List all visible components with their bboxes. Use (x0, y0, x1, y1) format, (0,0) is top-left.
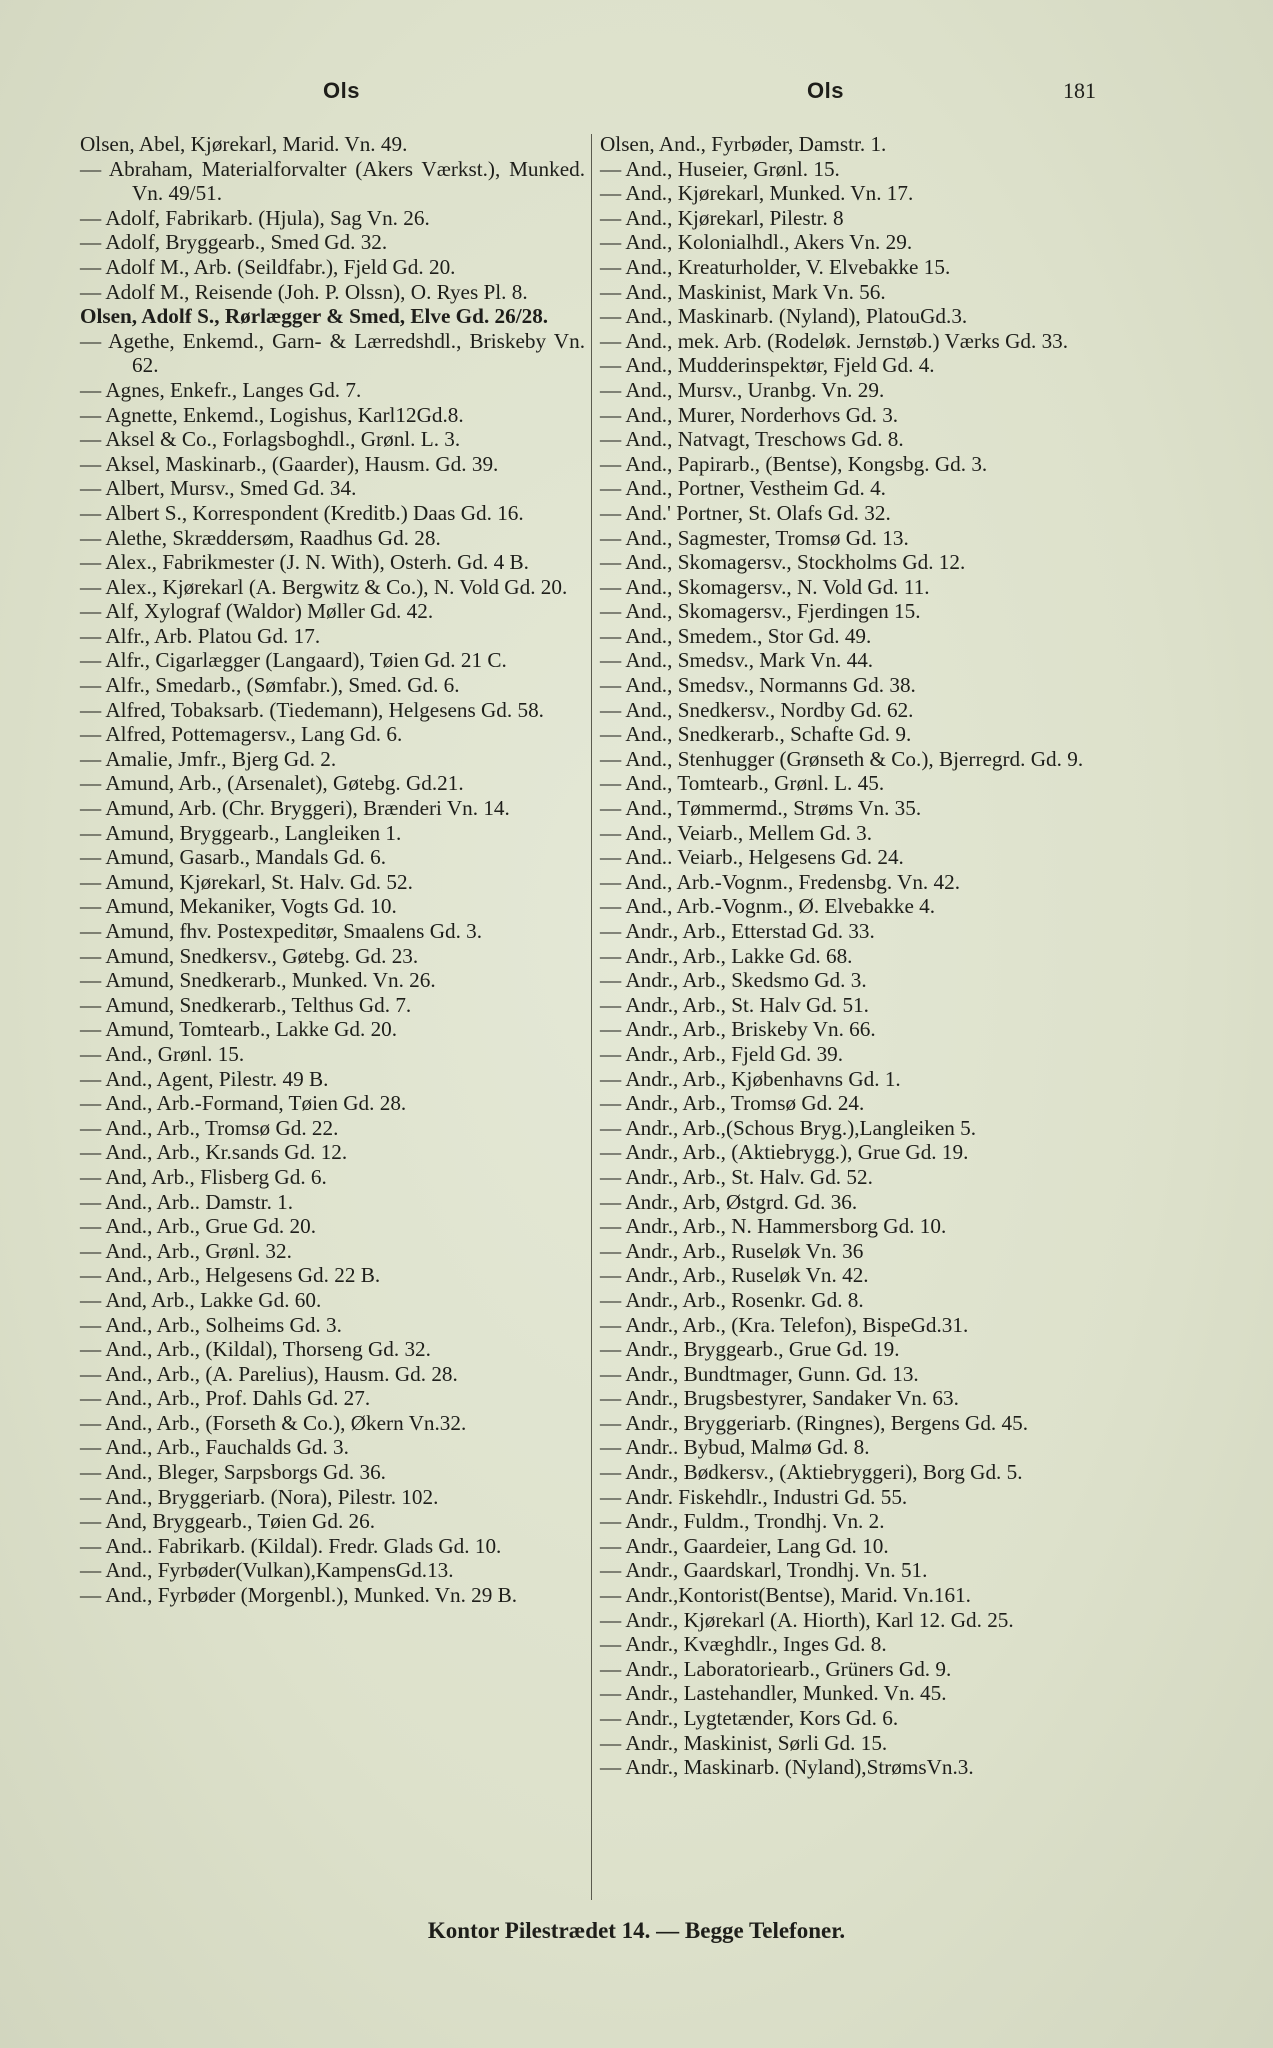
directory-entry: — And., Arb., Solheims Gd. 3. (80, 1312, 342, 1337)
directory-entry: — Andr., Lastehandler, Munked. Vn. 45. (600, 1681, 947, 1706)
directory-entry: — And., Tomtearb., Grønl. L. 45. (600, 771, 885, 796)
directory-entry: — Andr., Arb., St. Halv Gd. 51. (600, 992, 869, 1017)
running-head-left: Ols (323, 78, 360, 103)
directory-entry: — Alfred, Pottemagersv., Lang Gd. 6. (80, 722, 403, 747)
directory-entry: — Amalie, Jmfr., Bjerg Gd. 2. (80, 746, 337, 771)
directory-entry: — Andr., Arb., Tromsø Gd. 24. (600, 1091, 865, 1116)
directory-entry: — And., Papirarb., (Bentse), Kongsbg. Gd. 3. (600, 451, 988, 476)
directory-entry: — Andr., Arb., Fjeld Gd. 39. (600, 1041, 844, 1066)
directory-entry: — Adolf, Bryggearb., Smed Gd. 32. (80, 230, 388, 255)
directory-entry: — Agethe, Enkemd., Garn- & Lærredshdl., Briskeby Vn. 62. (80, 328, 585, 378)
directory-entry: — Andr., Lygtetænder, Kors Gd. 6. (600, 1706, 899, 1730)
directory-entry: — And., Fyrbøder (Morgenbl.), Munked. Vn. 29 B. (80, 1583, 518, 1608)
directory-entry: — And., Smedsv., Normanns Gd. 38. (600, 673, 916, 698)
directory-entry: — And., Skomagersv., N. Vold Gd. 11. (600, 574, 930, 599)
directory-entry: — And., Agent, Pilestr. 49 B. (80, 1066, 329, 1091)
directory-entry: — And., Murer, Norderhovs Gd. 3. (600, 402, 899, 427)
directory-entry: — Andr., Maskinist, Sørli Gd. 15. (600, 1730, 888, 1755)
directory-entry: — And., Kreaturholder, V. Elvebakke 15. (600, 254, 951, 279)
directory-entry: — And.. Fabrikarb. (Kildal). Fredr. Glads Gd. 10. (80, 1533, 502, 1558)
directory-entry: — Amund, Gasarb., Mandals Gd. 6. (80, 845, 387, 870)
directory-entry: — And., Arb., Grønl. 32. (80, 1238, 292, 1263)
directory-entry: — And., Maskinist, Mark Vn. 56. (600, 279, 886, 304)
left-column (80, 132, 585, 1608)
directory-entry: — And., Kolonialhdl., Akers Vn. 29. (600, 230, 913, 255)
directory-entry: — Andr., Fuldm., Trondhj. Vn. 2. (600, 1509, 885, 1534)
directory-entry: — Andr., Kvæghdlr., Inges Gd. 8. (600, 1632, 887, 1657)
directory-entry: — And.' Portner, St. Olafs Gd. 32. (600, 500, 891, 525)
directory-entry: — And., Arb.. Damstr. 1. (80, 1189, 294, 1214)
directory-entry: — And., Huseier, Grønl. 15. (600, 156, 840, 181)
directory-entry: — Andr., Arb., Lakke Gd. 68. (600, 943, 853, 968)
directory-entry: — And., Arb., (Forseth & Co.), Økern Vn.32. (80, 1410, 467, 1435)
directory-entry: — And., Bryggeriarb. (Nora), Pilestr. 102. (80, 1484, 439, 1509)
directory-entry: — Andr., Arb., Skedsmo Gd. 3. (600, 968, 867, 993)
directory-entry: — Amund, fhv. Postexpeditør, Smaalens Gd. 3. (80, 919, 483, 943)
directory-entry: — Andr., Arb., Rosenkr. Gd. 8. (600, 1287, 864, 1312)
directory-entry: — Andr.. Bybud, Malmø Gd. 8. (600, 1435, 870, 1460)
directory-entry: — Amund, Bryggearb., Langleiken 1. (80, 820, 402, 845)
directory-entry: — And., Arb., Kr.sands Gd. 12. (80, 1140, 348, 1165)
page-number: 181 (1063, 78, 1096, 103)
directory-entry: — Andr., Bryggearb., Grue Gd. 19. (600, 1337, 900, 1362)
directory-entry: — Andr., Arb., N. Hammersborg Gd. 10. (600, 1214, 947, 1239)
directory-entry: — Adolf, Fabrikarb. (Hjula), Sag Vn. 26. (80, 205, 430, 230)
directory-entry: Olsen, Abel, Kjørekarl, Marid. Vn. 49. (80, 132, 408, 156)
directory-entry: — Albert, Mursv., Smed Gd. 34. (80, 476, 357, 501)
directory-entry: — Amund, Snedkerarb., Telthus Gd. 7. (80, 992, 412, 1017)
directory-entry: — Agnes, Enkefr., Langes Gd. 7. (80, 377, 362, 402)
directory-entry: — Andr., Arb., St. Halv. Gd. 52. (600, 1164, 873, 1189)
directory-entry: — Andr., Arb, Østgrd. Gd. 36. (600, 1189, 858, 1214)
directory-entry: — And., Arb., Fauchalds Gd. 3. (80, 1435, 349, 1460)
directory-entry: — And.. Veiarb., Helgesens Gd. 24. (600, 845, 904, 870)
directory-entry: — Andr., Brugsbestyrer, Sandaker Vn. 63. (600, 1386, 959, 1411)
directory-entry: — Andr.,Kontorist(Bentse), Marid. Vn.161. (600, 1583, 971, 1608)
directory-entry: — Amund, Arb., (Arsenalet), Gøtebg. Gd.21. (80, 771, 464, 796)
directory-entry: — Aksel, Maskinarb., (Gaarder), Hausm. Gd. 39. (80, 451, 499, 476)
directory-entry: — Amund, Kjørekarl, St. Halv. Gd. 52. (80, 869, 413, 894)
directory-entry: — And., Kjørekarl, Pilestr. 8 (600, 205, 844, 230)
directory-entry: — Alfred, Tobaksarb. (Tiedemann), Helgesens Gd. 58. (80, 697, 544, 722)
directory-entry: — And., Veiarb., Mellem Gd. 3. (600, 820, 873, 845)
directory-entry: — Adolf M., Arb. (Seildfabr.), Fjeld Gd. 20. (80, 254, 456, 279)
directory-entry: — Andr., Gaardskarl, Trondhj. Vn. 51. (600, 1558, 928, 1583)
directory-entry: — And., Arb., Tromsø Gd. 22. (80, 1115, 339, 1140)
running-head-right: Ols (807, 78, 844, 103)
directory-entry: — Amund, Snedkersv., Gøtebg. Gd. 23. (80, 943, 419, 968)
directory-entry: — Amund, Arb. (Chr. Bryggeri), Brænderi Vn. 14. (80, 796, 510, 821)
directory-entry: — Alfr., Cigarlægger (Langaard), Tøien Gd. 21 C. (80, 648, 507, 673)
directory-entry: — Adolf M., Reisende (Joh. P. Olssn), O. Ryes Pl. 8. (80, 279, 528, 304)
directory-entry: — Alf, Xylograf (Waldor) Møller Gd. 42. (80, 599, 434, 624)
directory-entry: — Andr., Arb., Etterstad Gd. 33. (600, 919, 875, 943)
directory-entry: — Andr., Kjørekarl (A. Hiorth), Karl 12. Gd. 25. (600, 1607, 1014, 1632)
directory-entry: — And., Arb., (A. Parelius), Hausm. Gd. 28. (80, 1361, 458, 1386)
directory-entry: Olsen, And., Fyrbøder, Damstr. 1. (600, 132, 887, 156)
directory-entry: — Andr., Gaardeier, Lang Gd. 10. (600, 1533, 889, 1558)
directory-entry: — Andr., Arb., Ruseløk Vn. 36 (600, 1238, 864, 1263)
directory-entry: — And., Fyrbøder(Vulkan),KampensGd.13. (80, 1558, 454, 1583)
directory-entry: — Albert S., Korrespondent (Kreditb.) Daas Gd. 16. (80, 500, 524, 525)
directory-entry: — And., Portner, Vestheim Gd. 4. (600, 476, 886, 501)
directory-entry: — Andr., Arb., (Kra. Telefon), BispeGd.31. (600, 1312, 969, 1337)
directory-entry: Olsen, Adolf S., Rørlægger & Smed, Elve Gd. 26/28. (80, 304, 549, 329)
footer-notice: Kontor Pilestrædet 14. — Begge Telefoner. (427, 1918, 846, 1943)
directory-entry: — And, Arb., Flisberg Gd. 6. (80, 1164, 327, 1189)
directory-entry: — And., Smedem., Stor Gd. 49. (600, 623, 872, 648)
directory-entry: — Andr., Arb., Ruseløk Vn. 42. (600, 1263, 869, 1288)
directory-entry: — And., Smedsv., Mark Vn. 44. (600, 648, 874, 673)
directory-entry: — Alex., Kjørekarl (A. Bergwitz & Co.), N. Vold Gd. 20. (80, 574, 568, 599)
directory-entry: — Alfr., Arb. Platou Gd. 17. (80, 623, 321, 648)
directory-entry: — Andr. Fiskehdlr., Industri Gd. 55. (600, 1484, 908, 1509)
directory-entry: — And., Snedkersv., Nordby Gd. 62. (600, 697, 914, 722)
directory-entry: — And., Kjørekarl, Munked. Vn. 17. (600, 181, 914, 206)
directory-entry: — And., Arb., (Kildal), Thorseng Gd. 32. (80, 1337, 431, 1362)
directory-entry: — And, Arb., Lakke Gd. 60. (80, 1287, 322, 1312)
directory-entry: — Agnette, Enkemd., Logishus, Karl12Gd.8. (80, 402, 464, 427)
directory-entry: — And., Arb., Prof. Dahls Gd. 27. (80, 1386, 371, 1411)
directory-entry: — And., Snedkerarb., Schafte Gd. 9. (600, 722, 912, 747)
directory-entry: — Abraham, Materialforvalter (Akers Værkst.), Munked. Vn. 49/51. (80, 156, 585, 206)
directory-entry: — And., Arb.-Vognm., Fredensbg. Vn. 42. (600, 869, 960, 894)
directory-entry: — Aksel & Co., Forlagsboghdl., Grønl. L. 3. (80, 427, 461, 452)
directory-entry: — And., Arb., Grue Gd. 20. (80, 1214, 316, 1239)
directory-entry: — And., Bleger, Sarpsborgs Gd. 36. (80, 1460, 386, 1485)
directory-entry: — And., Skomagersv., Fjerdingen 15. (600, 599, 921, 624)
directory-entry: — And., Tømmermd., Strøms Vn. 35. (600, 796, 922, 821)
directory-entry: — Andr., Bødkersv., (Aktiebryggeri), Borg Gd. 5. (600, 1460, 1023, 1485)
directory-entry: — And., Mursv., Uranbg. Vn. 29. (600, 377, 885, 402)
directory-entry: — And., Mudderinspektør, Fjeld Gd. 4. (600, 353, 935, 378)
directory-entry: — Andr., Bryggeriarb. (Ringnes), Bergens Gd. 45. (600, 1410, 1029, 1435)
directory-entry: — Andr., Maskinarb. (Nyland),StrømsVn.3. (600, 1755, 974, 1780)
directory-entry: — And., Grønl. 15. (80, 1041, 245, 1066)
directory-entry: — And., Arb.-Formand, Tøien Gd. 28. (80, 1091, 407, 1116)
directory-entry: — And., Skomagersv., Stockholms Gd. 12. (600, 550, 966, 575)
right-column (600, 132, 1110, 1780)
directory-entry: — Andr., Arb., Briskeby Vn. 66. (600, 1017, 876, 1042)
directory-entry: — And., Arb.-Vognm., Ø. Elvebakke 4. (600, 894, 936, 919)
directory-entry: — Andr., Arb., (Aktiebrygg.), Grue Gd. 19. (600, 1140, 969, 1165)
directory-entry: — Andr., Arb.,(Schous Bryg.),Langleiken 5. (600, 1115, 977, 1140)
directory-entry: — Alethe, Skræddersøm, Raadhus Gd. 28. (80, 525, 441, 550)
directory-entry: — Andr., Bundtmager, Gunn. Gd. 13. (600, 1361, 919, 1386)
directory-entry: — And, Bryggearb., Tøien Gd. 26. (80, 1509, 376, 1534)
directory-entry: — And., Arb., Helgesens Gd. 22 B. (80, 1263, 381, 1288)
directory-entry: — Andr., Laboratoriearb., Grüners Gd. 9. (600, 1656, 952, 1681)
directory-entry: — Alfr., Smedarb., (Sømfabr.), Smed. Gd. 6. (80, 673, 460, 698)
directory-entry: — Amund, Mekaniker, Vogts Gd. 10. (80, 894, 397, 919)
directory-entry: — And., mek. Arb. (Rodeløk. Jernstøb.) Værks Gd. 33. (600, 328, 1069, 353)
directory-entry: — Alex., Fabrikmester (J. N. With), Osterh. Gd. 4 B. (80, 550, 529, 575)
directory-entry: — And., Natvagt, Treschows Gd. 8. (600, 427, 904, 452)
directory-entry: — And., Stenhugger (Grønseth & Co.), Bjerregrd. Gd. 9. (600, 746, 1084, 771)
directory-entry: — Amund, Snedkerarb., Munked. Vn. 26. (80, 968, 436, 993)
directory-entry: — And., Sagmester, Tromsø Gd. 13. (600, 525, 909, 550)
directory-entry: — And., Maskinarb. (Nyland), PlatouGd.3. (600, 304, 968, 329)
column-divider (591, 134, 592, 1900)
directory-entry: — Andr., Arb., Kjøbenhavns Gd. 1. (600, 1066, 901, 1091)
directory-entry: — Amund, Tomtearb., Lakke Gd. 20. (80, 1017, 398, 1042)
